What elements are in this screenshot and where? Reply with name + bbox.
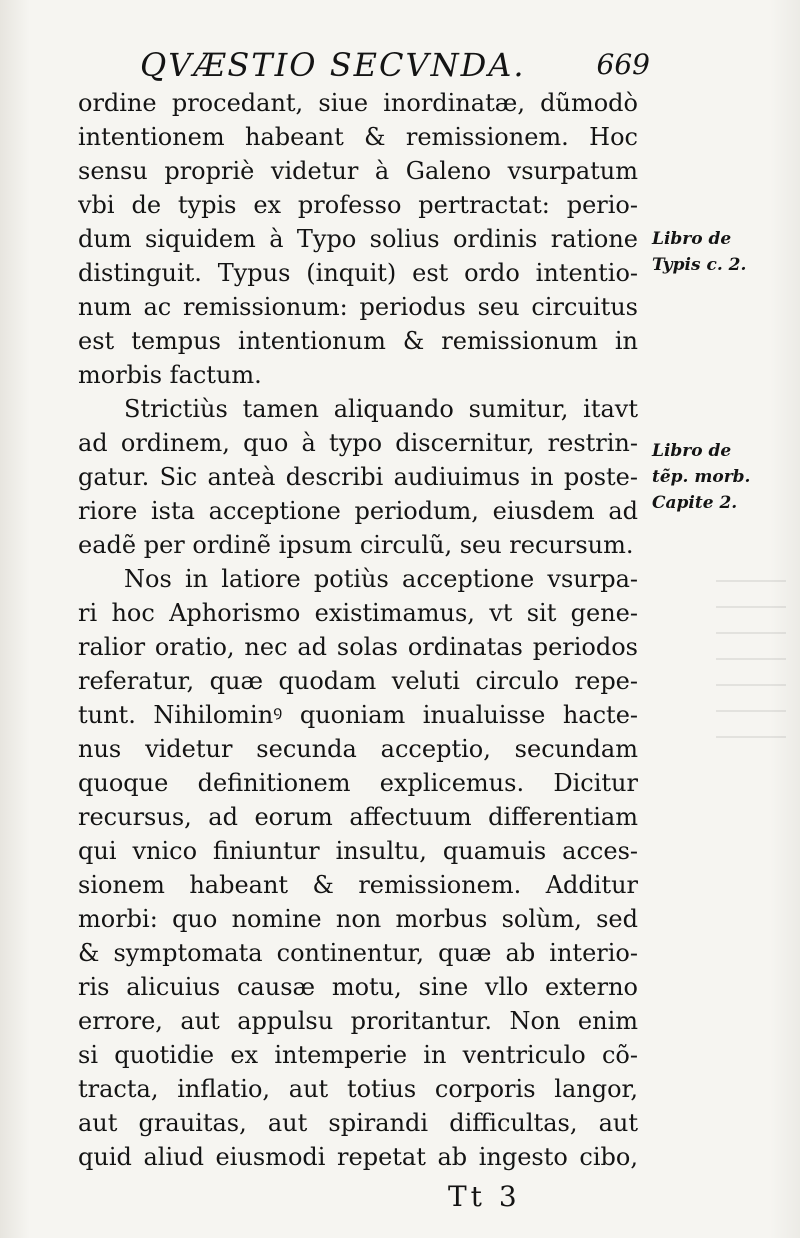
margin-note-line: Typis c. 2.	[652, 255, 747, 275]
text-line: ris alicuius causæ motu, sine vllo externo	[78, 973, 638, 1001]
margin-note-line: tẽp. morb.	[652, 467, 751, 487]
text-line: eadẽ per ordinẽ ipsum circulũ, seu recursum.	[78, 531, 634, 559]
text-line: Nos in latiore potiùs acceptione vsurpa-	[124, 565, 638, 593]
text-line: recursus, ad eorum affectuum differentiam	[78, 803, 638, 831]
running-title: QVÆSTIO SECVNDA.	[140, 46, 526, 84]
page-number: 669	[596, 48, 650, 81]
text-line: num ac remissionum: periodus seu circuitus	[78, 293, 638, 321]
text-line: dum siquidem à Typo solius ordinis ratione	[78, 225, 638, 253]
show-through-text	[716, 580, 786, 740]
text-line: Strictiùs tamen aliquando sumitur, itavt	[124, 395, 638, 423]
text-line: sionem habeant & remissionem. Additur	[78, 871, 638, 899]
text-line: quoque definitionem explicemus. Dicitur	[78, 769, 638, 797]
text-line: errore, aut appulsu proritantur. Non enim	[78, 1007, 638, 1035]
text-line: ri hoc Aphorismo existimamus, vt sit gene-	[78, 599, 638, 627]
margin-note-line: Libro de	[652, 441, 732, 461]
text-line: referatur, quæ quodam veluti circulo repe-	[78, 667, 638, 695]
text-line: qui vnico finiuntur insultu, quamuis acces-	[78, 837, 638, 865]
text-line: & symptomata continentur, quæ ab interio-	[78, 939, 638, 967]
text-line: ordine procedant, siue inordinatæ, dũmodò	[78, 89, 638, 117]
text-line: quid aliud eiusmodi repetat ab ingesto cibo,	[78, 1143, 638, 1171]
text-line: est tempus intentionum & remissionum in	[78, 327, 638, 355]
text-line: nus videtur secunda acceptio, secundam	[78, 735, 638, 763]
text-line: riore ista acceptione periodum, eiusdem ad	[78, 497, 638, 525]
margin-note	[652, 226, 746, 278]
text-line: sensu propriè videtur à Galeno vsurpatum	[78, 157, 638, 185]
text-line: distinguit. Typus (inquit) est ordo intentio-	[78, 259, 638, 287]
text-line: si quotidie ex intemperie in ventriculo cõ-	[78, 1041, 638, 1069]
text-line: ralior oratio, nec ad solas ordinatas periodos	[78, 633, 638, 661]
running-header	[140, 46, 650, 90]
text-line: ad ordinem, quo à typo discernitur, restrin-	[78, 429, 638, 457]
margin-note	[652, 438, 750, 516]
body-text	[78, 86, 638, 1174]
text-line: intentionem habeant & remissionem. Hoc	[78, 123, 638, 151]
text-line: tracta, inflatio, aut totius corporis langor,	[78, 1075, 638, 1103]
text-line: morbi: quo nomine non morbus solùm, sed	[78, 905, 638, 933]
text-line: vbi de typis ex professo pertractat: perio-	[78, 191, 638, 219]
signature-mark: Tt 3	[448, 1180, 521, 1213]
text-line: aut grauitas, aut spirandi difficultas, aut	[78, 1109, 638, 1137]
text-line: gatur. Sic anteà describi audiuimus in poste-	[78, 463, 638, 491]
margin-note-line: Capite 2.	[652, 493, 738, 513]
text-line: tunt. Nihilominꝰ quoniam inualuisse hacte-	[78, 701, 638, 729]
margin-note-line: Libro de	[652, 229, 732, 249]
text-line: morbis factum.	[78, 361, 262, 389]
